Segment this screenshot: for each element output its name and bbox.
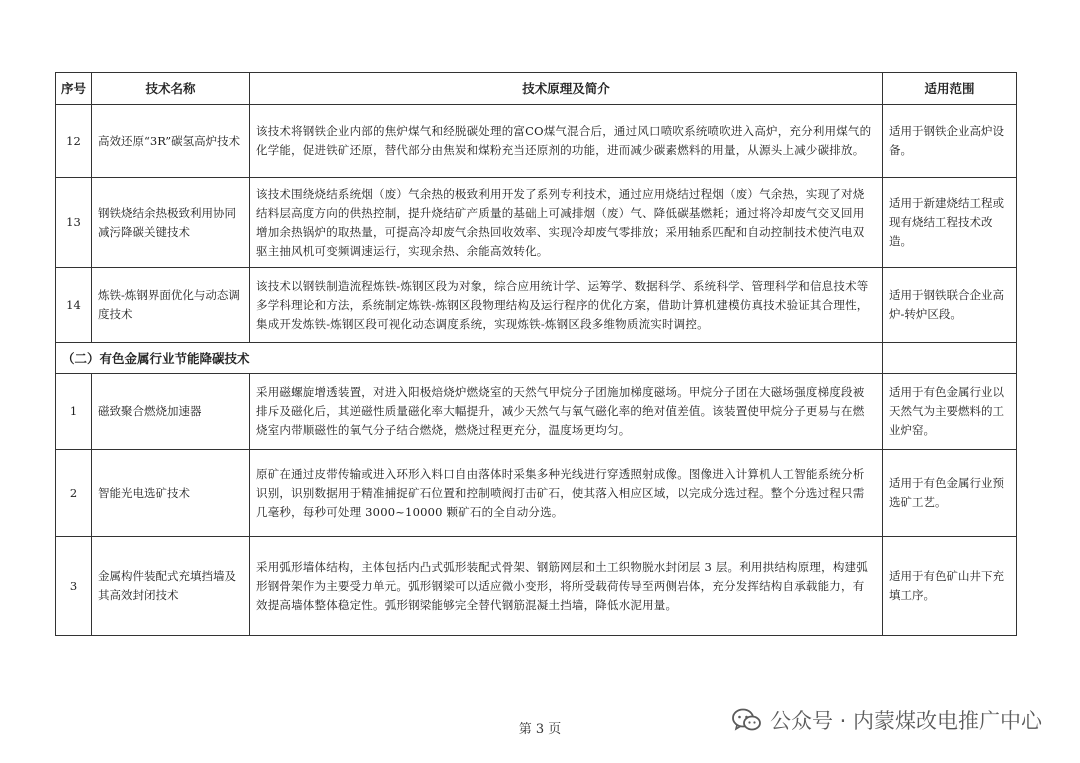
row-desc: 该技术将钢铁企业内部的焦炉煤气和经脱碳处理的富CO煤气混合后，通过风口喷吹系统喷吹进入高炉，充分利用煤气的化学能，促进铁矿还原，替代部分由焦炭和煤粉充当还原剂的功能，进而减少碳素燃料的用量，从源头上减少碳排放。	[250, 105, 883, 178]
header-desc: 技术原理及简介	[250, 73, 883, 105]
row-no: 1	[56, 374, 92, 450]
row-no: 2	[56, 450, 92, 537]
row-name: 钢铁烧结余热极致利用协同减污降碳关键技术	[92, 178, 250, 268]
table-header-row	[56, 73, 1017, 105]
section-header-row	[56, 343, 1017, 374]
table-row	[56, 105, 1017, 178]
row-no: 3	[56, 537, 92, 636]
table-row	[56, 374, 1017, 450]
row-scope: 适用于钢铁企业高炉设备。	[883, 105, 1017, 178]
row-no: 13	[56, 178, 92, 268]
wechat-icon	[732, 708, 762, 732]
watermark	[732, 705, 1042, 735]
row-scope: 适用于钢铁联合企业高炉-转炉区段。	[883, 268, 1017, 343]
row-name: 金属构件装配式充填挡墙及其高效封闭技术	[92, 537, 250, 636]
row-desc: 采用磁螺旋增透装置，对进入阳极焙烧炉燃烧室的天然气甲烷分子团施加梯度磁场。甲烷分子团在大磁场强度梯度段被排斥及磁化后，其逆磁性质量磁化率大幅提升，减少天然气与氧气磁化率的绝对值差值。该装置使甲烷分子更易与在燃烧室内带顺磁性的氧气分子结合燃烧，燃烧过程更充分，温度场更均匀。	[250, 374, 883, 450]
row-scope: 适用于有色矿山井下充填工序。	[883, 537, 1017, 636]
technology-table	[55, 72, 1017, 636]
page-number: 第 3 页	[518, 722, 562, 737]
row-no: 12	[56, 105, 92, 178]
row-desc: 原矿在通过皮带传输或进入环形入料口自由落体时采集多种光线进行穿透照射成像。图像进入计算机人工智能系统分析识别，识别数据用于精准捕捉矿石位置和控制喷阀打击矿石，使其落入相应区域，以完成分选过程。整个分选过程只需几毫秒，每秒可处理 3000~10000 颗矿石的全自动分选。	[250, 450, 883, 537]
row-desc: 该技术围绕烧结系统烟（废）气余热的极致利用开发了系列专利技术，通过应用烧结过程烟（废）气余热，实现了对烧结料层高度方向的供热控制，提升烧结矿产质量的基础上可减排烟（废）气、降低碳基燃耗；通过将冷却废气交叉回用增加余热锅炉的取热量，可提高冷却废气余热回收效率、实现冷却废气零排放；采用轴系匹配和自动控制技术使汽电双驱主抽风机可变频调速运行，实现余热、余能高效转化。	[250, 178, 883, 268]
table-row	[56, 178, 1017, 268]
header-name: 技术名称	[92, 73, 250, 105]
table-row	[56, 450, 1017, 537]
table-row	[56, 268, 1017, 343]
header-scope: 适用范围	[883, 73, 1017, 105]
row-scope: 适用于有色金属行业以天然气为主要燃料的工业炉窑。	[883, 374, 1017, 450]
section-empty-cell	[883, 343, 1017, 374]
row-desc: 采用弧形墙体结构，主体包括内凸式弧形装配式骨架、钢筋网层和土工织物脱水封闭层 3 层。利用拱结构原理，构建弧形钢骨架作为主要受力单元。弧形钢梁可以适应微小变形，将所受载荷传导至两侧岩体，充分发挥结构自承载能力，有效提高墙体整体稳定性。弧形钢梁能够完全替代钢筋混凝土挡墙，降低水泥用量。	[250, 537, 883, 636]
row-name: 炼铁-炼钢界面优化与动态调度技术	[92, 268, 250, 343]
row-scope: 适用于有色金属行业预选矿工艺。	[883, 450, 1017, 537]
watermark-text: 公众号 · 内蒙煤改电推广中心	[769, 709, 1042, 733]
header-no: 序号	[56, 73, 92, 105]
row-scope: 适用于新建烧结工程或现有烧结工程技术改造。	[883, 178, 1017, 268]
row-no: 14	[56, 268, 92, 343]
row-name: 高效还原“3R”碳氢高炉技术	[92, 105, 250, 178]
row-name: 智能光电选矿技术	[92, 450, 250, 537]
section-title: （二）有色金属行业节能降碳技术	[56, 343, 883, 374]
row-name: 磁致聚合燃烧加速器	[92, 374, 250, 450]
table-row	[56, 537, 1017, 636]
row-desc: 该技术以钢铁制造流程炼铁-炼钢区段为对象，综合应用统计学、运筹学、数据科学、系统科学、管理科学和信息技术等多学科理论和方法，系统制定炼铁-炼钢区段物理结构及运行程序的优化方案，借助计算机建模仿真技术验证其合理性，集成开发炼铁-炼钢区段可视化动态调度系统，实现炼铁-炼钢区段多维物质流实时调控。	[250, 268, 883, 343]
